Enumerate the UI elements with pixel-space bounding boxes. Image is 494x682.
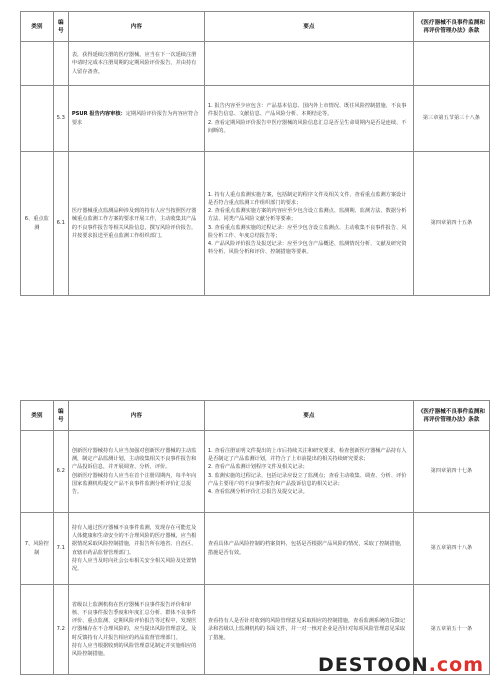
content-text: 定期风险评价报告为内容应符合要求: [71, 111, 199, 126]
table-row: [21, 431, 490, 513]
table-row: [21, 86, 490, 152]
content-cell: 创新医疗器械持有人应当加强对创新医疗器械的主动监测，制定产品监测计划，主动收集相关不良事件报告和产品投诉信息，并开展调查、分析、评价。 创新医疗器械持有人应当在首个注册周期内，每半年向国家监测机构提交产品不良事件监测分析评价汇总报告。: [68, 431, 204, 513]
points-cell: 1. 持有人重点监测实施方案，包括制定的程序文件及相关文件，查看重点监测方案设计是否符合重点监测工作组织部门的要求； 2. 查看重点监测实施方案的内容应至少包含设立监测点、监测期、监测方法、数据分析方法、同类产品风险文献分析等要素； 3. 查看重点监测实施的过程记录：应至少包含设立监测点、主动收集不良事件报告、风险分析工作、年度总结报告等； 4. 产品风险评价报告及报送记录：应至少包含产品概述、监测情况分析、文献及研究资料分析、风险分析和评价、控制措施等要素。: [204, 152, 413, 296]
points-cell: 1. 查看注册证明文件提出的上市后持续关注和研究要求，检查创新医疗器械产品持有人是否制定了产品监测计划，并符合了上市前提出的相关持续研究要求； 2. 查看产品监测计划程序文件及相关记录； 3. 监测实施的过程记录，包括记录应设立了监测点；查看主动收集、调查、分析、评价产品主要用户的不良事件报告和产品投诉信息的相关记录； 4. 查看监测分析评价汇总报告及提交记录。: [204, 431, 413, 513]
article-cell: 第三章第五节第三十八条: [413, 86, 489, 152]
header-category: 类别: [21, 12, 54, 42]
row-number: 6.1: [53, 152, 68, 296]
points-cell: 1. 报告内容至少应包含：产品基本信息、国内外上市情况、既往风险控制措施、不良事件报告信息、文献信息、产品风险分析、本期结论等。 2. 查看定期风险评价报告中医疗器械的风险信息汇总是否呈生命周期内是否是连续、不间断的。: [204, 86, 413, 152]
row-number: 6.2: [53, 431, 68, 513]
row-number: 5.3: [53, 86, 68, 152]
header-number: 编号: [53, 12, 68, 42]
header-content: 内容: [68, 12, 204, 42]
points-cell: 查看具体产品风险控制的档案资料，包括是否根据产品风险的情况，采取了控制措施，措施是否有效。: [204, 513, 413, 585]
header-article: 《医疗器械不良事件监测和再评价管理办法》条款: [413, 401, 489, 431]
article-cell: 第四章第四十五条: [413, 152, 489, 296]
category-cell: 7、风险控制: [21, 513, 54, 585]
article-cell: 第四章第四十七条: [413, 431, 489, 513]
table-page-2: [20, 400, 490, 675]
row-number: 7.2: [53, 585, 68, 675]
points-cell: 查看持有人是否针对收到的风险管理意见采取相应的控制措施，查看监测系统的反馈记录和省级以上监测机构的书面文件，并一对一核对企业是否针对每项风险管理意见采取了措施。: [204, 585, 413, 675]
content-cell: 医疗器械重点监测品种涉及到的持有人应当按照医疗器械重点监测工作方案的要求开展工作，主动收集其产品的不良事件报告等相关风险信息，撰写风险评价报告，并按要求报送至重点监测工作组织部门。: [68, 152, 204, 296]
watermark-text: DESTOON: [318, 654, 429, 676]
header-article: 《医疗器械不良事件监测和再评价管理办法》条款: [413, 12, 489, 42]
site-watermark: [318, 654, 484, 676]
content-cell: [68, 86, 204, 152]
table-row: [21, 42, 490, 86]
table-page-1: [20, 11, 490, 296]
header-content: 内容: [68, 401, 204, 431]
content-cell: 表，获得延续注册的医疗器械，应当在下一次延续注册申请时完成本注册周期的定期风险评价报告，并由持有人留存备查。: [68, 42, 204, 86]
header-category: 类别: [21, 401, 54, 431]
article-cell: 第五章第五十一条: [413, 585, 489, 675]
content-cell: 省级以上监测机构在医疗器械不良事件报告评价和审核、不良事件报告季度和年度汇总分析、群体不良事件评价、重点监测、定期风险评价报告等过程中，发现医疗器械存在不合理风险的，应当提出风险管理意见，及时反馈持有人并报告相应的药品监督管理部门。 持有人应当根据收到的风险管理意见制定并实施相应的风险控制措施。: [68, 585, 204, 675]
header-points: 要点: [204, 401, 413, 431]
header-number: 编号: [53, 401, 68, 431]
category-cell: 6、重点监测: [21, 152, 54, 296]
table-row: [21, 513, 490, 585]
row-number: 7.1: [53, 513, 68, 585]
table-row: [21, 152, 490, 296]
watermark-suffix: .com: [428, 654, 484, 676]
table-header-row: [21, 12, 490, 42]
table-header-row: [21, 401, 490, 431]
content-cell: 持有人通过医疗器械不良事件监测，发现存在可能危及人体健康和生命安全的不合理风险的医疗器械，应当根据情况采取风险控制措施，并报告所在地省、自治区、直辖市药品监督管理部门。 持有人应当及时向社会公布相关安全相关风险及处置情况。: [68, 513, 204, 585]
article-cell: 第五章第四十八条: [413, 513, 489, 585]
header-points: 要点: [204, 12, 413, 42]
content-bold-label: PSUR 报告内容审核：: [71, 111, 126, 118]
